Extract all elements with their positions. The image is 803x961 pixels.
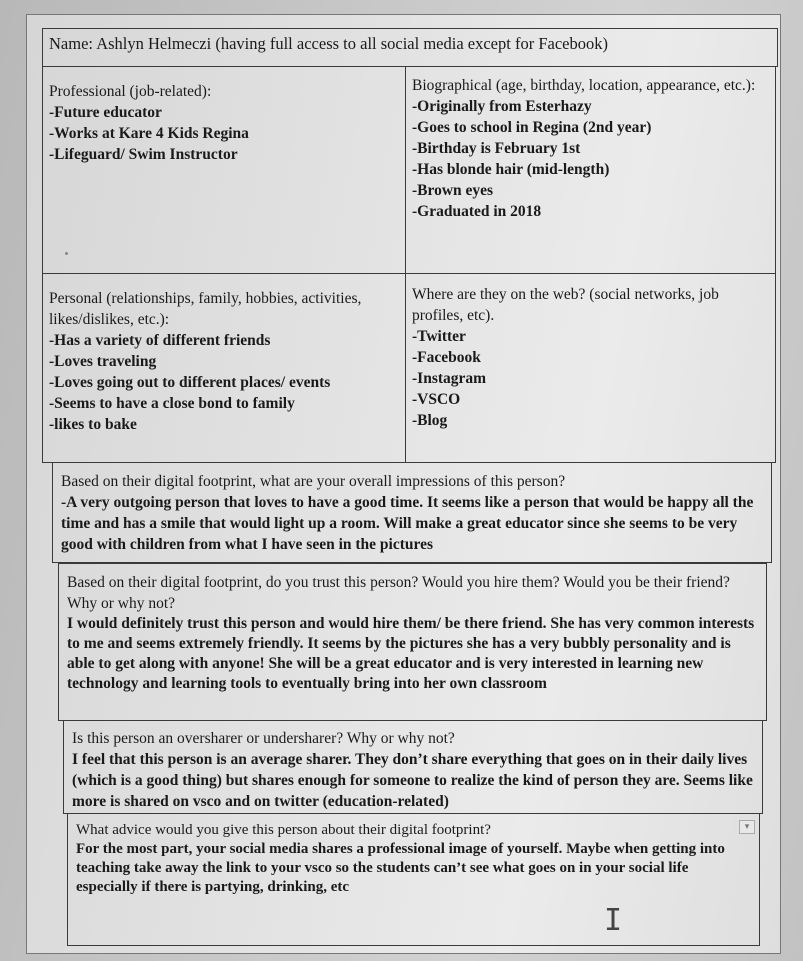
advice-question: What advice would you give this person about their digital footprint? (76, 822, 491, 838)
trust-question: Based on their digital footprint, do you trust this person? Would you hire them? Would you be their friend? Why or why not? (67, 574, 730, 612)
personal-item: -Has a variety of different friends (49, 332, 271, 349)
trust-cell[interactable] (58, 563, 767, 721)
name-row[interactable] (42, 28, 778, 67)
text-cursor-icon: I (604, 903, 623, 938)
web-question: Where are they on the web? (social networks, job profiles, etc). (412, 286, 719, 324)
advice-cell[interactable] (67, 813, 760, 946)
professional-item: -Future educator (49, 104, 162, 121)
advice-answer: For the most part, your social media shares a professional image of yourself. Maybe when getting into teaching take away the link to your vsco so the students can’t see what goes on in your social life especially if there is partying, drinking, etc (76, 841, 725, 895)
biographical-item: -Goes to school in Regina (2nd year) (412, 119, 652, 136)
web-item: -Twitter (412, 328, 466, 345)
biographical-item: -Brown eyes (412, 182, 494, 199)
professional-question: Professional (job-related): (49, 83, 212, 100)
web-item: -Blog (412, 412, 448, 429)
biographical-item: -Originally from Esterhazy (412, 98, 592, 115)
impressions-question: Based on their digital footprint, what are your overall impressions of this person? (61, 473, 566, 490)
web-presence-cell[interactable] (405, 273, 776, 463)
personal-cell[interactable] (42, 273, 406, 463)
professional-item: -Works at Kare 4 Kids Regina (49, 125, 249, 142)
name-text: Name: Ashlyn Helmeczi (having full access to all social media except for Facebook) (49, 34, 608, 53)
biographical-item: -Birthday is February 1st (412, 140, 581, 157)
biographical-cell[interactable] (405, 66, 776, 274)
sharer-answer: I feel that this person is an average sharer. They don’t share everything that goes on in their daily lives (which is a good thing) but shares enough for someone to realize the kind of person they are. Seems like more is shared on vsco and on twitter (education-related) (72, 751, 753, 810)
trust-answer: I would definitely trust this person and would hire them/ be there friend. She has very common interests to me and seems extremely friendly. It seems by the pictures she has a very bubbly personality and is able to get along with anyone! She will be a great educator and is very interested in learning new technology and learning tools to eventually bring into her own classroom (67, 615, 755, 692)
sharer-question: Is this person an oversharer or undersharer? Why or why not? (72, 730, 455, 747)
personal-item: -Seems to have a close bond to family (49, 395, 295, 412)
impressions-cell[interactable] (52, 462, 772, 563)
personal-question: Personal (relationships, family, hobbies, activities, likes/dislikes, etc.): (49, 290, 362, 328)
professional-cell[interactable] (42, 66, 406, 274)
chevron-down-icon[interactable]: ▾ (739, 820, 755, 834)
biographical-question: Biographical (age, birthday, location, appearance, etc.): (412, 77, 756, 94)
biographical-item: -Graduated in 2018 (412, 203, 542, 220)
personal-item: -likes to bake (49, 416, 137, 433)
professional-item: -Lifeguard/ Swim Instructor (49, 146, 238, 163)
personal-item: -Loves traveling (49, 353, 157, 370)
personal-item: -Loves going out to different places/ events (49, 374, 331, 391)
web-item: -Instagram (412, 370, 487, 387)
stray-mark (65, 252, 68, 255)
web-item: -Facebook (412, 349, 481, 366)
biographical-item: -Has blonde hair (mid-length) (412, 161, 610, 178)
web-item: -VSCO (412, 391, 461, 408)
impressions-answer: -A very outgoing person that loves to have a good time. It seems like a person that would be happy all the time and has a smile that would light up a room. Will make a great educator since she seems to be very good with children from what I have seen in the pictures (61, 494, 754, 553)
sharer-cell[interactable] (63, 720, 763, 814)
